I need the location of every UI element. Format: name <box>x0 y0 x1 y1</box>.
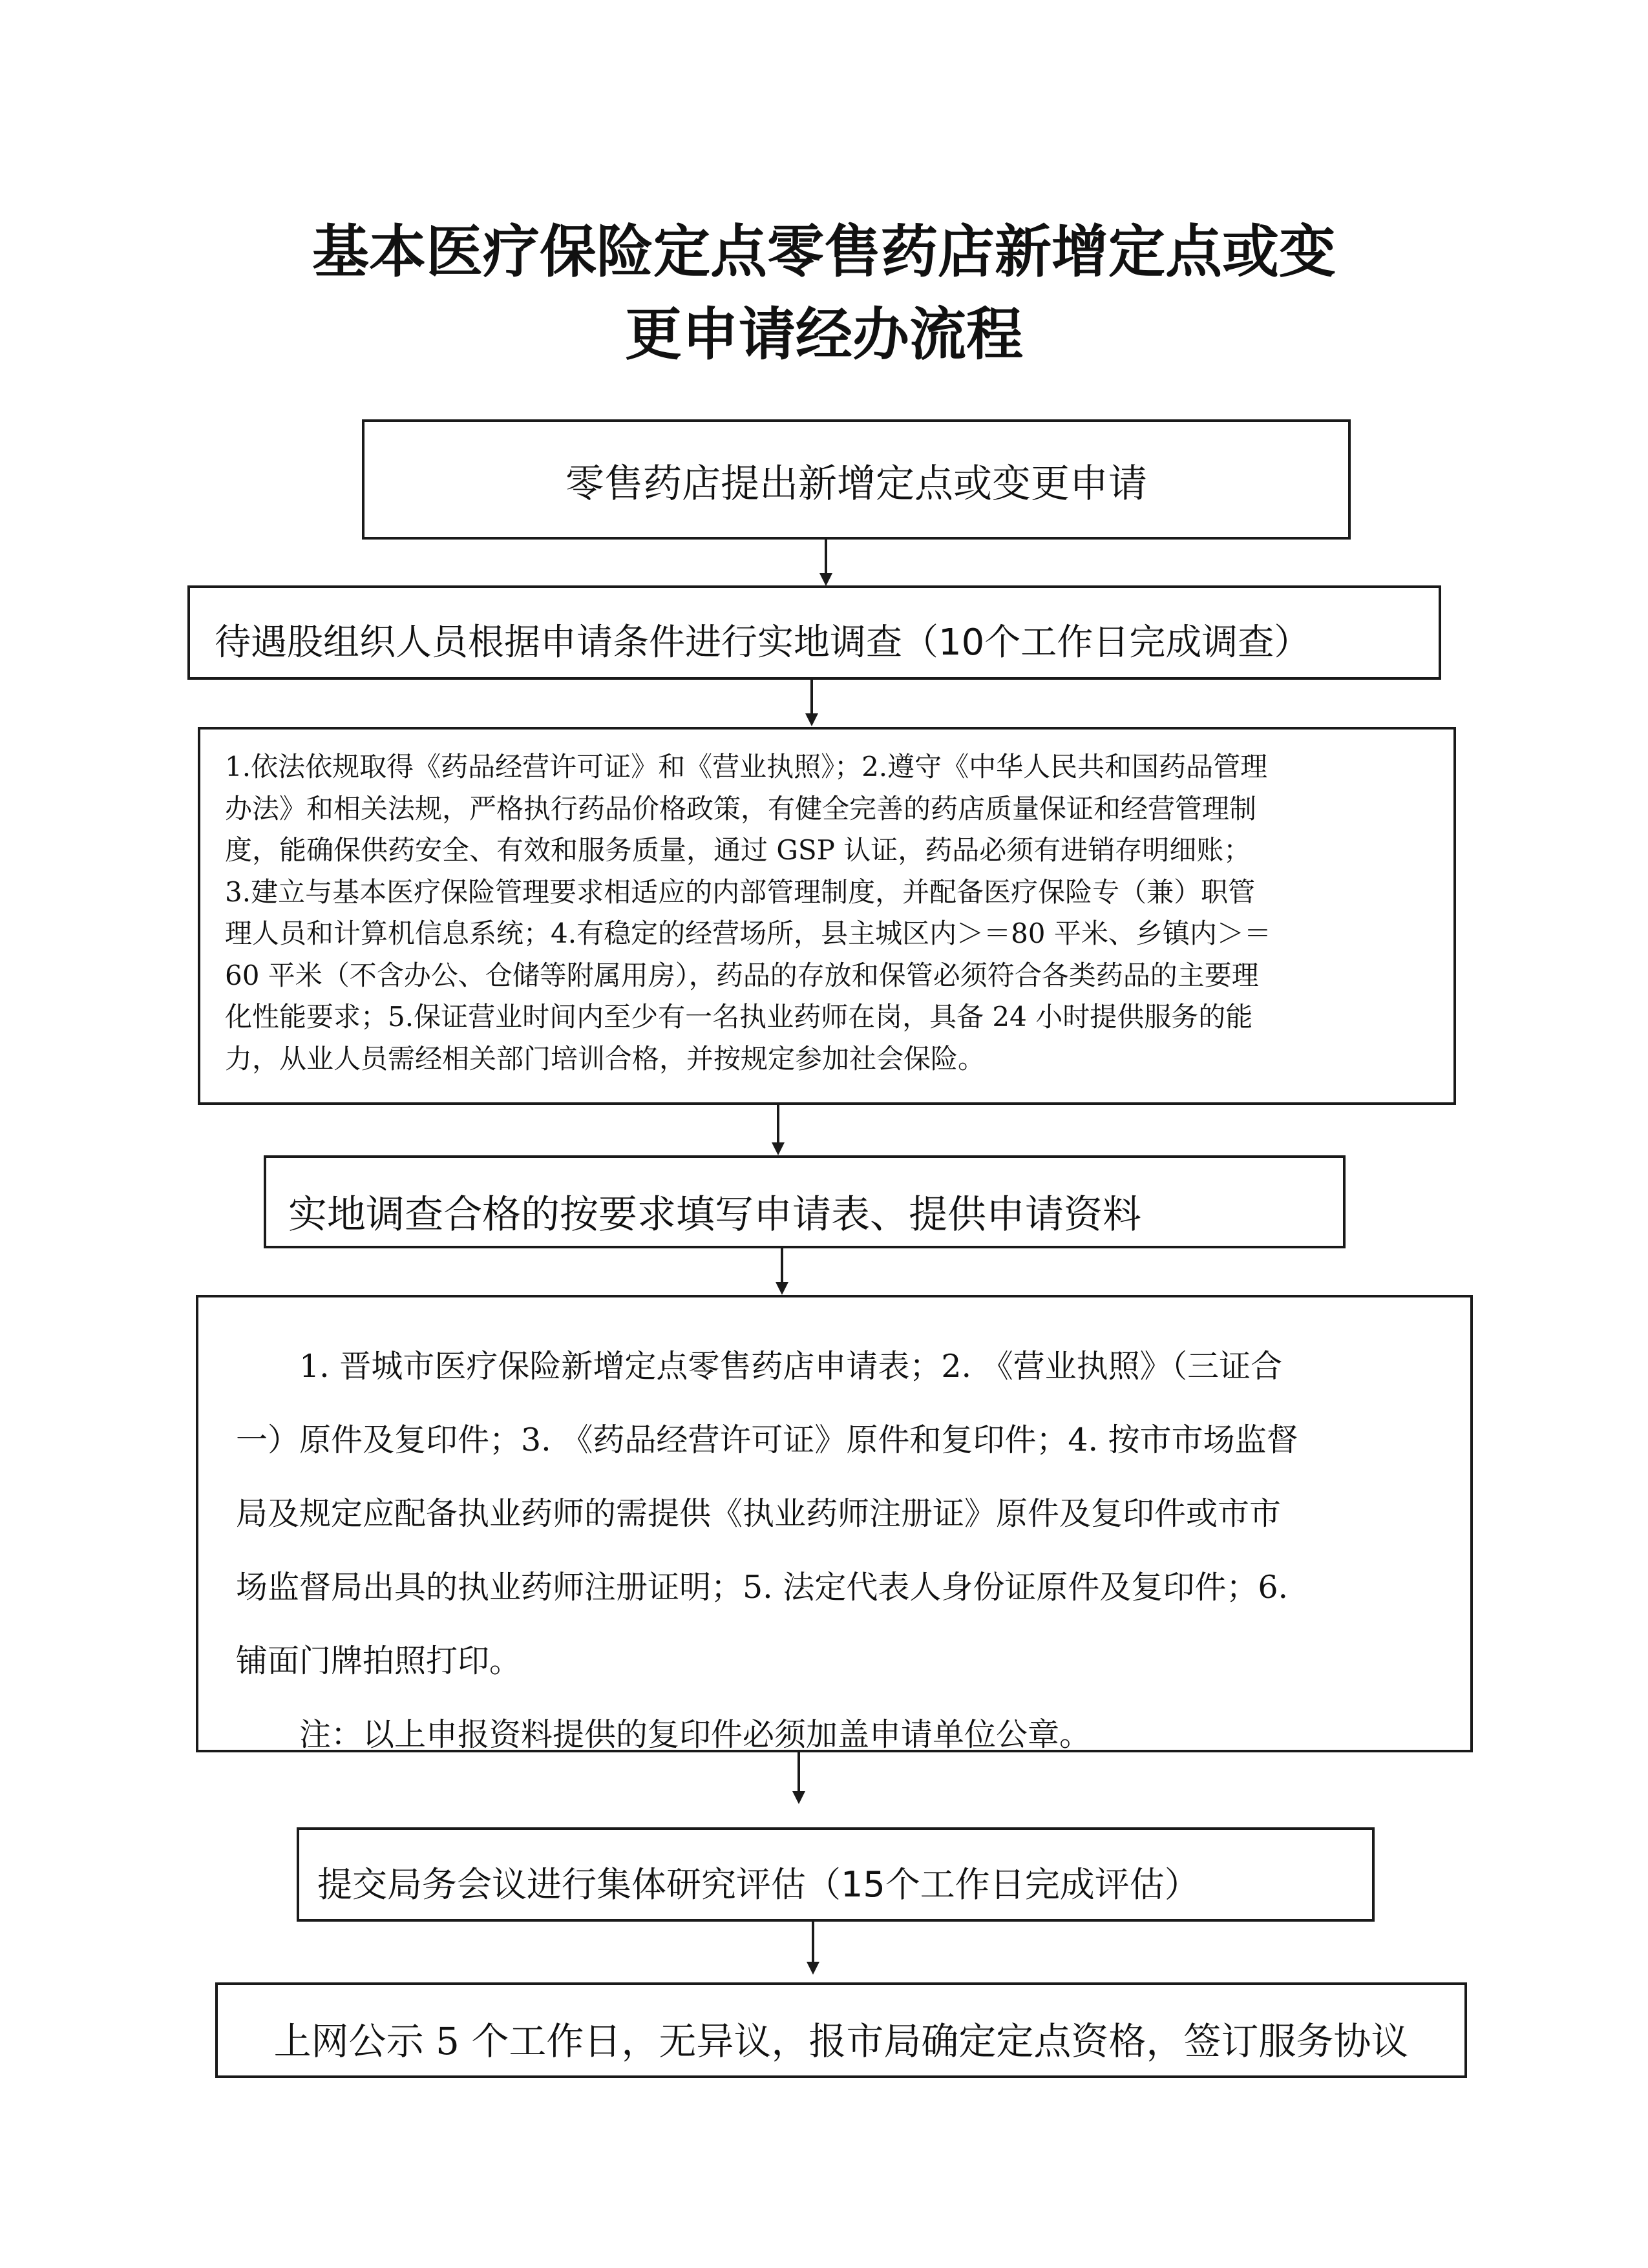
conditions-line: 60 平米（不含办公、仓储等附属用房），药品的存放和保管必须符合各类药品的主要理 <box>225 959 1259 991</box>
materials-line: 一）原件及复印件；3. 《药品经营许可证》原件和复印件；4. 按市市场监督 <box>236 1422 1298 1458</box>
document-title-line1: 基本医疗保险定点零售药店新增定点或变 <box>312 218 1336 285</box>
document-title-line2: 更申请经办流程 <box>624 301 1023 368</box>
step-box-meeting-review <box>297 1827 1375 1922</box>
arrow-down-icon <box>786 1752 812 1805</box>
conditions-box <box>198 727 1456 1105</box>
materials-note: 注：以上申报资料提供的复印件必须加盖申请单位公章。 <box>299 1716 1092 1753</box>
conditions-line: 化性能要求；5.保证营业时间内至少有一名执业药师在岗，具备 24 小时提供服务的能 <box>225 1001 1253 1033</box>
materials-line: 场监督局出具的执业药师注册证明；5. 法定代表人身份证原件及复印件；6. <box>236 1569 1289 1606</box>
conditions-line: 度，能确保供药安全、有效和服务质量，通过 GSP 认证，药品必须有进销存明细账； <box>225 834 1251 866</box>
conditions-line: 办法》和相关法规，严格执行药品价格政策，有健全完善的药店质量保证和经营管理制 <box>225 792 1257 824</box>
conditions-line: 理人员和计算机信息系统；4.有稳定的经营场所，县主城区内＞＝80 平米、乡镇内＞＝ <box>225 918 1271 949</box>
materials-line: 铺面门牌拍照打印。 <box>236 1643 522 1679</box>
step-box-apply <box>362 419 1351 540</box>
arrow-down-icon <box>769 1248 795 1296</box>
step-text-submit-materials: 实地调查合格的按要求填写申请表、提供申请资料 <box>288 1192 1141 1237</box>
arrow-down-icon <box>800 1922 826 1976</box>
materials-text <box>236 1330 1453 1772</box>
arrow-down-icon <box>765 1105 791 1157</box>
step-text-publicity: 上网公示 5 个工作日，无异议，报市局确定定点资格，签订服务协议 <box>273 2019 1409 2063</box>
conditions-text <box>225 746 1435 1080</box>
step-text-site-inspection: 待遇股组织人员根据申请条件进行实地调查（10个工作日完成调查） <box>215 622 1311 664</box>
arrow-down-icon <box>813 540 839 587</box>
step-text-apply: 零售药店提出新增定点或变更申请 <box>565 461 1147 507</box>
step-text-meeting-review: 提交局务会议进行集体研究评估（15个工作日完成评估） <box>317 1864 1199 1905</box>
step-box-site-inspection <box>187 585 1441 680</box>
conditions-line: 1.依法依规取得《药品经营许可证》和《营业执照》；2.遵守《中华人民共和国药品管理 <box>225 751 1268 782</box>
step-box-submit-materials <box>264 1155 1346 1248</box>
arrow-down-icon <box>799 680 825 728</box>
step-box-publicity <box>215 1982 1467 2078</box>
materials-box <box>196 1295 1473 1752</box>
conditions-line: 力，从业人员需经相关部门培训合格，并按规定参加社会保险。 <box>225 1042 986 1075</box>
materials-line: 1. 晋城市医疗保险新增定点零售药店申请表；2. 《营业执照》（三证合 <box>299 1348 1283 1385</box>
conditions-line: 3.建立与基本医疗保险管理要求相适应的内部管理制度，并配备医疗保险专（兼）职管 <box>225 876 1256 908</box>
materials-line: 局及规定应配备执业药师的需提供《执业药师注册证》原件及复印件或市市 <box>236 1495 1282 1532</box>
